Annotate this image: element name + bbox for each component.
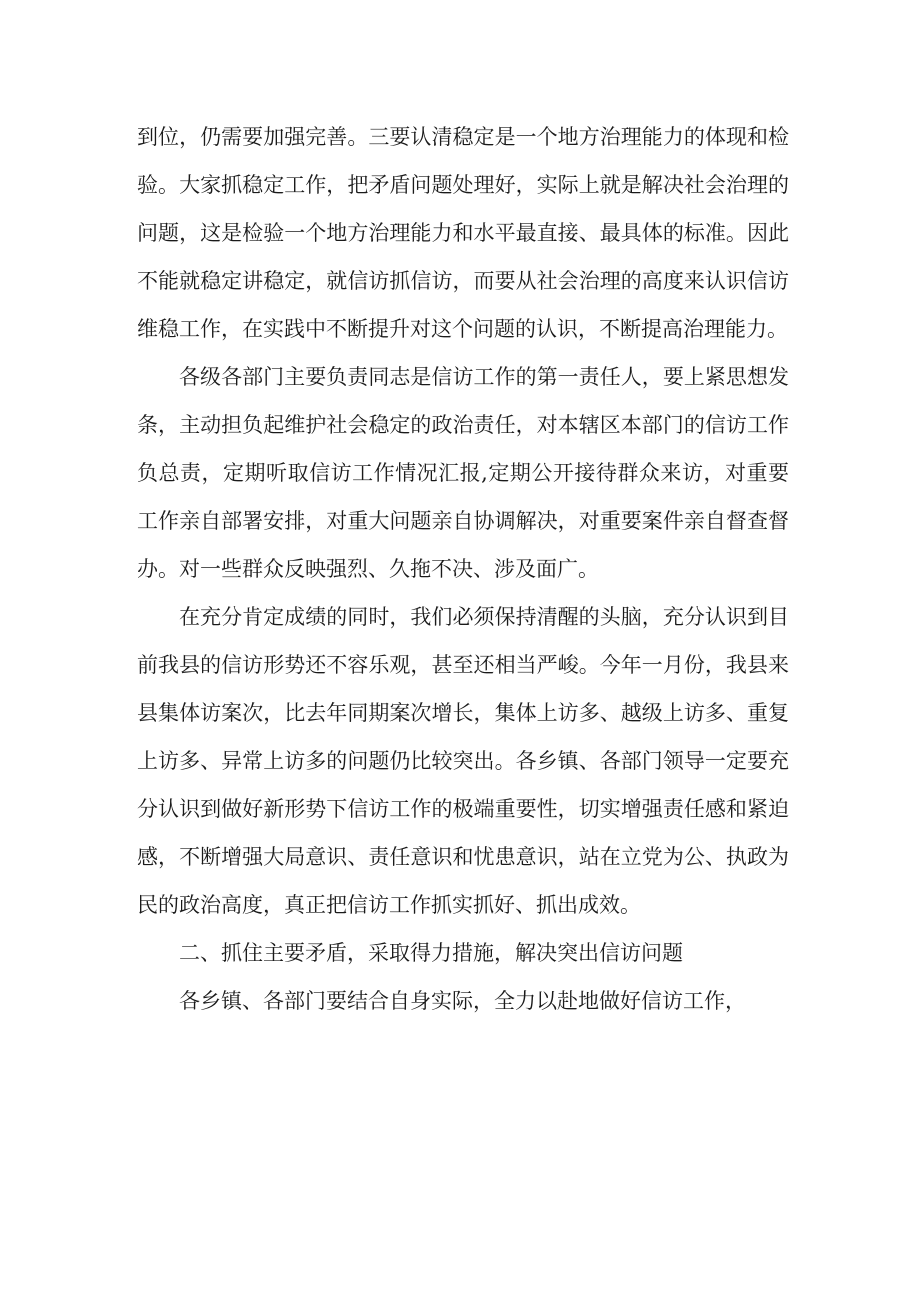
section-heading-two: 二、抓住主要矛盾，采取得力措施，解决突出信访问题 — [179, 941, 683, 965]
document-body — [137, 113, 789, 1025]
paragraph-petition-situation: 在充分肯定成绩的同时，我们必须保持清醒的头脑，充分认识到目前我县的信访形势还不容乐观，甚至还相当严峻。今年一月份，我县来县集体访案次，比去年同期案次增长，集体上访多、越级上访多、重复上访多、异常上访多的问题仍比较突出。各乡镇、各部门领导一定要充分认识到做好新形势下信访工作的极端重要性，切实增强责任感和紧迫感，不断增强大局意识、责任意识和忧患意识，站在立党为公、执政为民的政治高度，真正把信访工作抓实抓好、抓出成效。 — [137, 605, 789, 917]
paragraph-stability-governance: 到位，仍需要加强完善。三要认清稳定是一个地方治理能力的体现和检验。大家抓稳定工作，把矛盾问题处理好，实际上就是解决社会治理的问题，这是检验一个地方治理能力和水平最直接、最具体的标准。因此不能就稳定讲稳定，就信访抓信访，而要从社会治理的高度来认识信访维稳工作，在实践中不断提升对这个问题的认识，不断提高治理能力。 — [137, 125, 789, 341]
paragraph-departments-action: 各乡镇、各部门要结合自身实际，全力以赴地做好信访工作， — [179, 989, 746, 1013]
paragraph-responsible-leaders: 各级各部门主要负责同志是信访工作的第一责任人，要上紧思想发条，主动担负起维护社会稳定的政治责任，对本辖区本部门的信访工作负总责，定期听取信访工作情况汇报,定期公开接待群众来访，对重要工作亲自部署安排，对重大问题亲自协调解决，对重要案件亲自督查督办。对一些群众反映强烈、久拖不决、涉及面广。 — [137, 365, 789, 581]
